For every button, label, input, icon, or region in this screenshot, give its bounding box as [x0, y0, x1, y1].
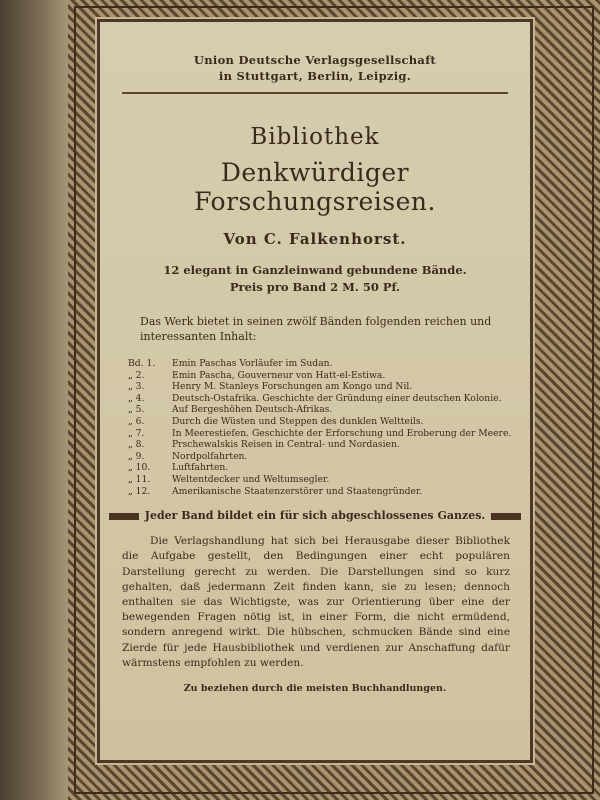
volume-title: Durch die Wüsten und Steppen des dunklen Weltteils.	[172, 415, 424, 427]
volume-item	[128, 486, 514, 498]
publisher-name: Union Deutsche Verlagsgesellschaft	[193, 53, 437, 67]
volume-title: Nordpolfahrten.	[172, 450, 248, 462]
volume-item	[128, 358, 514, 370]
volume-number: „ 2.	[128, 369, 145, 381]
publisher	[100, 52, 530, 84]
volume-item	[128, 416, 514, 428]
price-line: Preis pro Band 2 M. 50 Pf.	[229, 280, 401, 294]
volume-item	[128, 381, 514, 393]
volume-item	[128, 462, 514, 474]
volume-title: Luftfahrten.	[172, 462, 229, 474]
volume-title: Henry M. Stanleys Forschungen am Kongo und Nil.	[172, 381, 413, 393]
volume-number: „ 7.	[128, 427, 145, 439]
volume-number: „ 11.	[128, 473, 151, 485]
volume-number: „ 6.	[128, 415, 145, 427]
volume-item	[128, 451, 514, 463]
volume-title: In Meerestiefen. Geschichte der Erforschung und Eroberung der Meere.	[172, 427, 512, 439]
volume-number: „ 5.	[128, 404, 145, 416]
note-text: Jeder Band bildet ein für sich abgeschlossenes Ganzes.	[144, 509, 486, 523]
volume-title: Auf Bergeshöhen Deutsch-Afrikas.	[172, 404, 333, 416]
volume-list	[128, 358, 514, 497]
volume-number: „ 8.	[128, 439, 145, 451]
advertisement-page	[100, 22, 530, 760]
title-line-1: Bibliothek	[250, 124, 380, 150]
intro-text: Das Werk bietet in seinen zwölf Bänden folgenden reichen und interessanten Inhalt:	[140, 315, 492, 343]
volume-title: Emin Pascha, Gouverneur von Hatt-el-Estiwa.	[172, 369, 386, 381]
volume-item	[128, 474, 514, 486]
volume-number: Bd. 1.	[128, 358, 156, 369]
publisher-cities: in Stuttgart, Berlin, Leipzig.	[218, 69, 412, 83]
volume-title: Deutsch-Ostafrika. Geschichte der Gründung einer deutschen Kolonie.	[172, 392, 502, 404]
volume-item	[128, 393, 514, 405]
note	[100, 509, 530, 522]
volume-item	[128, 404, 514, 416]
binding-info	[100, 262, 530, 296]
binding-line: 12 elegant in Ganzleinwand gebundene Bände.	[163, 263, 467, 277]
volume-number: „ 9.	[128, 450, 145, 462]
volume-item	[128, 439, 514, 451]
volume-title: Emin Paschas Vorläufer im Sudan.	[172, 358, 333, 369]
pointing-hand-icon	[109, 513, 139, 520]
volume-item	[128, 428, 514, 440]
volume-title: Amerikanische Staatenzerstörer und Staatengründer.	[172, 485, 423, 497]
pointing-hand-icon	[491, 513, 521, 520]
volume-item	[128, 370, 514, 382]
footer-text: Zu beziehen durch die meisten Buchhandlungen.	[183, 682, 447, 694]
volume-number: „ 3.	[128, 381, 145, 393]
volume-title: Prschewalskis Reisen in Central- und Nordasien.	[172, 439, 400, 451]
body-paragraph: Die Verlagshandlung hat sich bei Herausgabe dieser Bibliothek die Aufgabe gestellt, den Bedingungen einer echt populären Darstellung gerecht zu werden. Die Darstellungen sind so kurz gehalten, daß jedermann Zeit finden kann, sie zu lesen; dennoch enthalten sie das Wichtigste, was zur Orientierung über eine der bewegenden Fragen nötig ist, in einer Form, die nicht ermüdend, sondern anregend wirkt. Die hübschen, schmucken Bände sind eine Zierde für jede Hausbibliothek und verdienen zur Anschaffung dafür wärmstens empfohlen zu werden.	[122, 535, 510, 669]
divider	[122, 92, 508, 94]
volume-title: Weltentdecker und Weltumsegler.	[172, 473, 330, 485]
volume-number: „ 12.	[128, 485, 151, 497]
title-line-2: Denkwürdiger Forschungsreisen.	[194, 158, 436, 216]
volume-number: „ 10.	[128, 462, 151, 474]
volume-number: „ 4.	[128, 392, 145, 404]
author: Von C. Falkenhorst.	[223, 230, 407, 248]
